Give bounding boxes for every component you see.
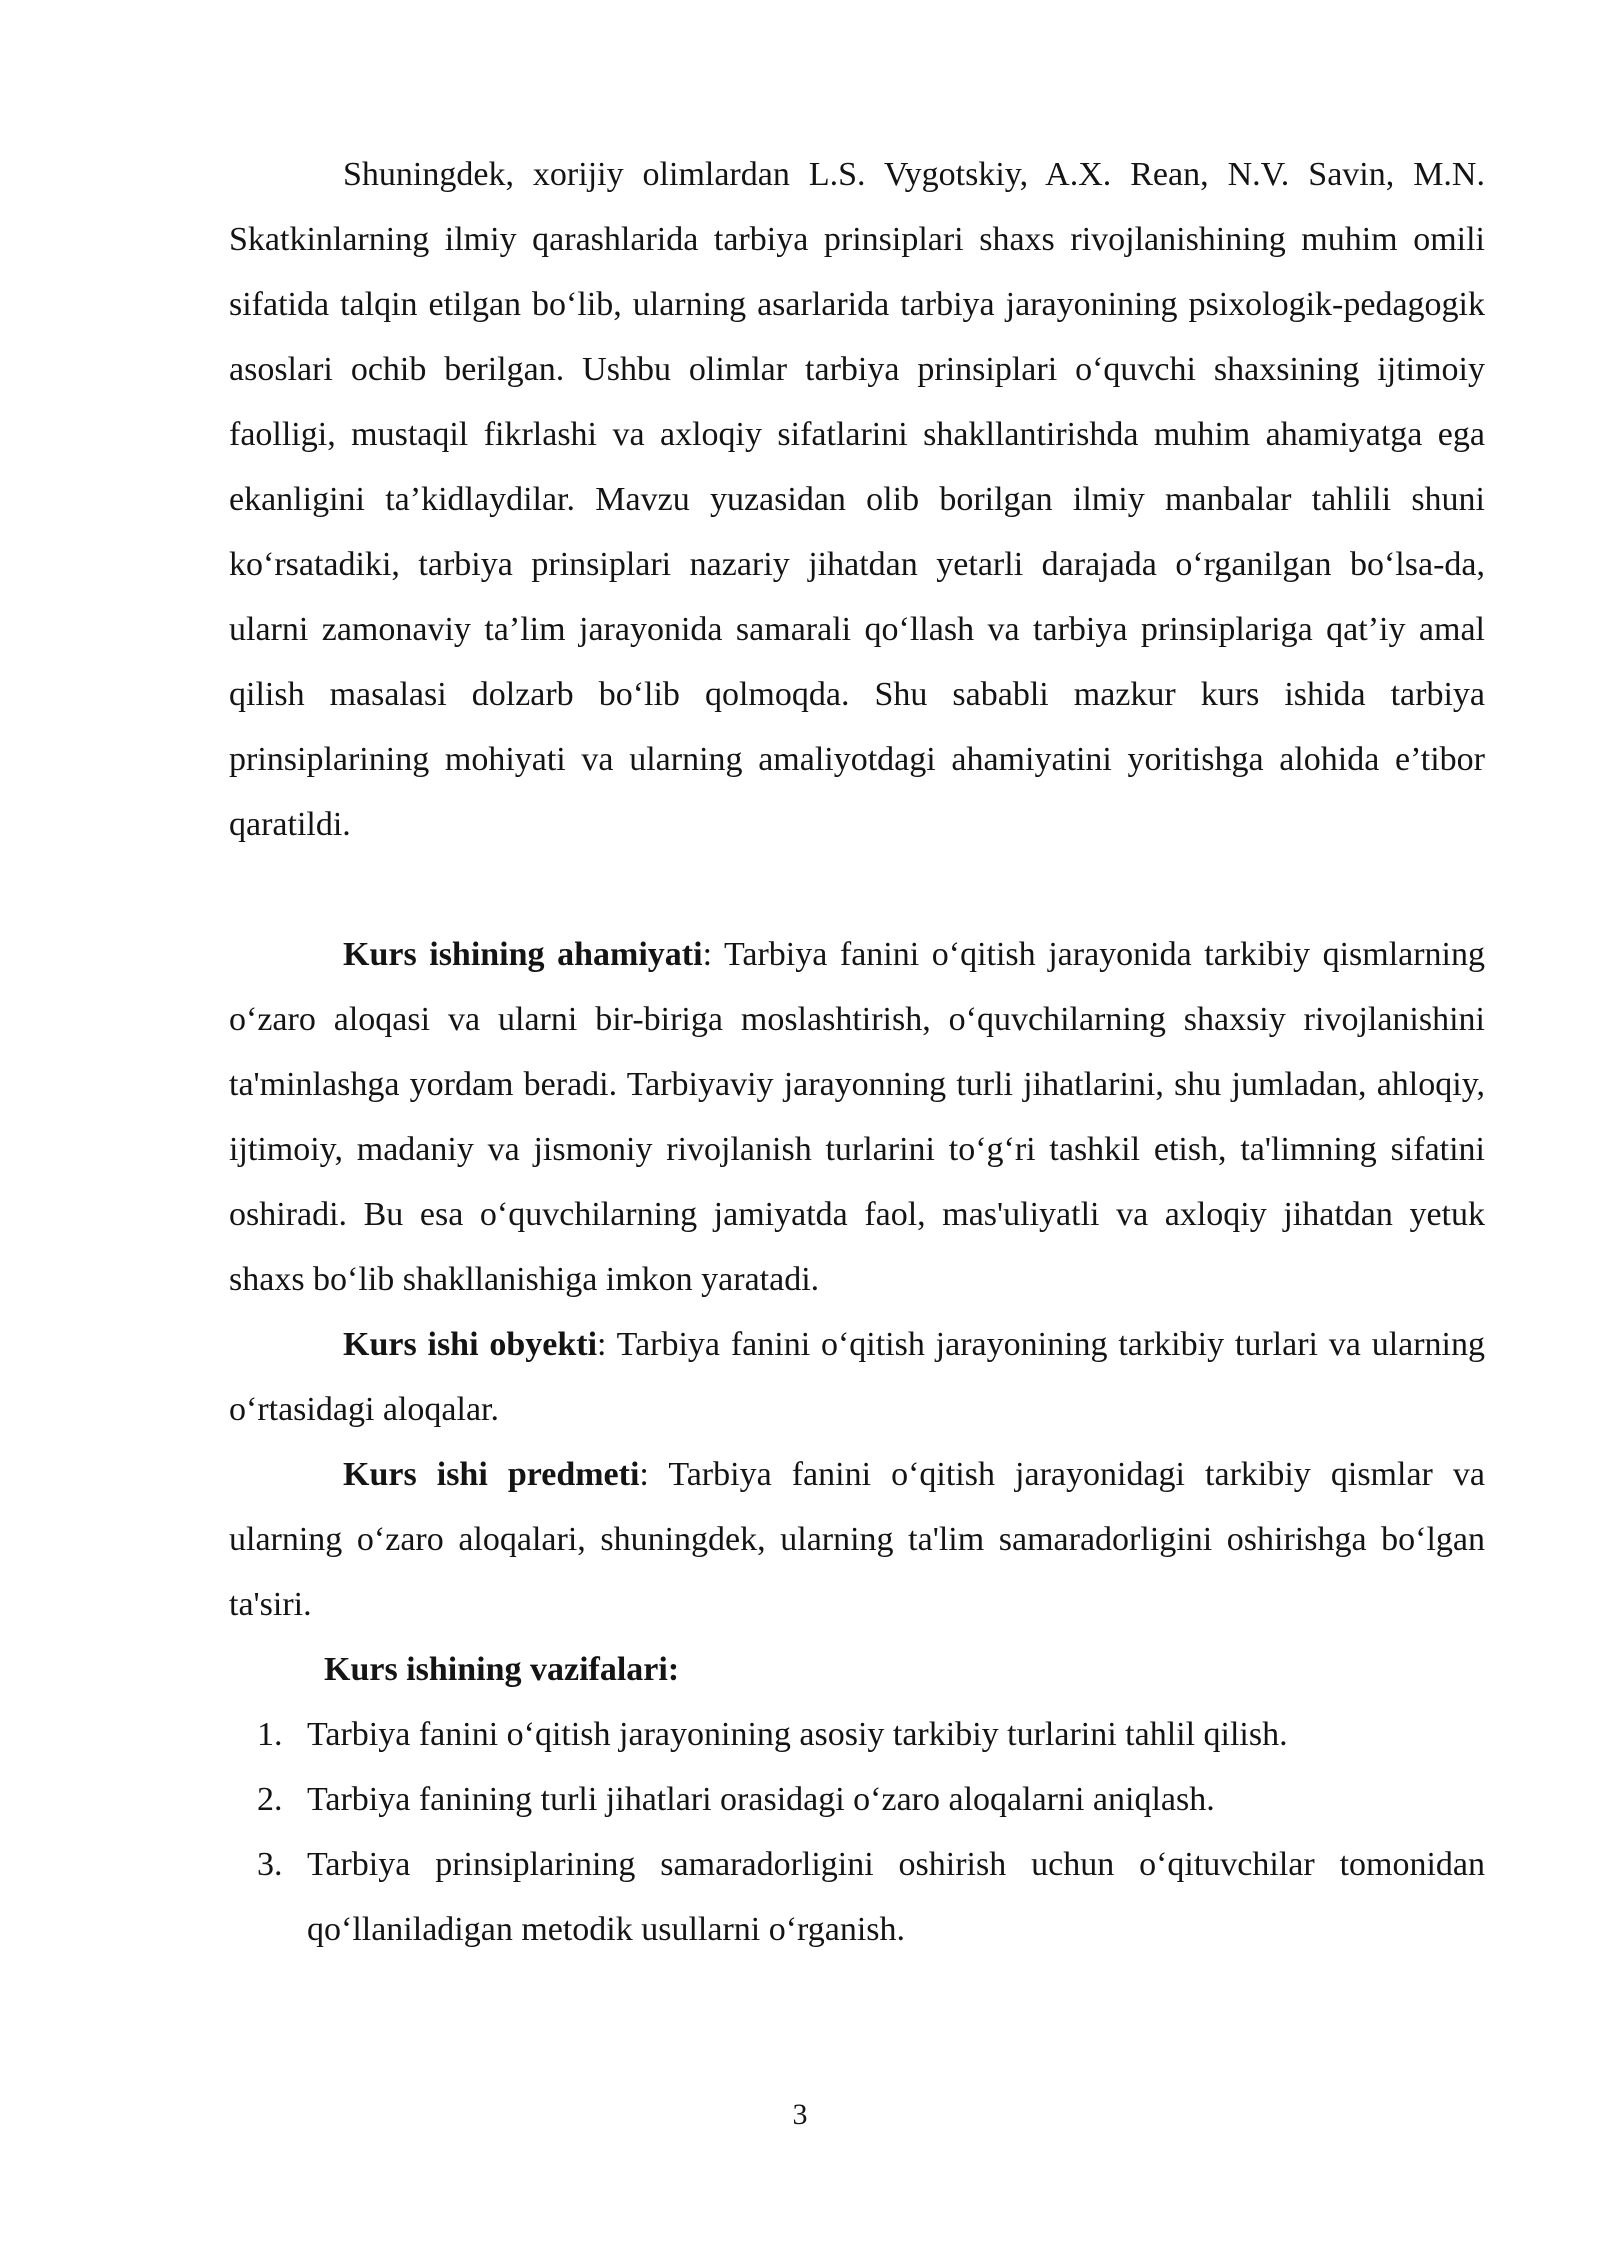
paragraph-object bbox=[229, 1312, 1485, 1442]
object-label: Kurs ishi obyekti bbox=[343, 1326, 598, 1363]
list-item-text: Tarbiya prinsiplarining samaradorligini oshirish uchun o‘qituvchilar tomonidan qo‘llaniladigan metodik usullarni o‘rganish. bbox=[307, 1846, 1485, 1948]
paragraph-foreign-scholars: Shuningdek, xorijiy olimlardan L.S. Vygotskiy, A.X. Rean, N.V. Savin, M.N. Skatkinlarning ilmiy qarashlarida tarbiya prinsiplari shaxs rivojlanishining muhim omili sifatida talqin etilgan bo‘lib, ularning asarlarida tarbiya jarayonining psixologik-pedagogik asoslari ochib berilgan. Ushbu olimlar tarbiya prinsiplari o‘quvchi shaxsining ijtimoiy faolligi, mustaqil fikrlashi va axloqiy sifatlarini shakllantirishda muhim ahamiyatga ega ekanligini ta’kidlaydilar. Mavzu yuzasidan olib borilgan ilmiy manbalar tahlili shuni ko‘rsatadiki, tarbiya prinsiplari nazariy jihatdan yetarli darajada o‘rganilgan bo‘lsa-da, ularni zamonaviy ta’lim jarayonida samarali qo‘llash va tarbiya prinsiplariga qat’iy amal qilish masalasi dolzarb bo‘lib qolmoqda. Shu sababli mazkur kurs ishida tarbiya prinsiplarining mohiyati va ularning amaliyotdagi ahamiyatini yoritishga alohida e’tibor qaratildi. bbox=[229, 156, 1485, 843]
paragraph-subject bbox=[229, 1442, 1485, 1637]
page-body bbox=[229, 142, 1485, 1962]
object-text: : Tarbiya fanini o‘qitish jarayonining tarkibiy turlari va ularning o‘rtasidagi aloqalar. bbox=[229, 1326, 1485, 1428]
list-item bbox=[229, 1767, 1485, 1832]
list-item bbox=[229, 1832, 1485, 1962]
list-item-number: 3. bbox=[257, 1846, 283, 1883]
tasks-list bbox=[229, 1702, 1485, 1962]
significance-label: Kurs ishining ahamiyati bbox=[343, 936, 703, 973]
significance-text: : Tarbiya fanini o‘qitish jarayonida tarkibiy qismlarning o‘zaro aloqasi va ularni bir-biriga moslashtirish, o‘quvchilarning shaxsiy rivojlanishini ta'minlashga yordam beradi. Tarbiyaviy jarayonning turli jihatlarini, shu jumladan, ahloqiy, ijtimoiy, madaniy va jismoniy rivojlanish turlarini to‘g‘ri tashkil etish, ta'limning sifatini oshiradi. Bu esa o‘quvchilarning jamiyatda faol, mas'uliyatli va axloqiy jihatdan yetuk shaxs bo‘lib shakllanishiga imkon yaratadi. bbox=[229, 936, 1486, 1298]
page-number: 3 bbox=[792, 2098, 808, 2131]
list-item bbox=[229, 1702, 1485, 1767]
paragraph-significance bbox=[229, 922, 1485, 1312]
subject-text: : Tarbiya fanini o‘qitish jarayonidagi tarkibiy qismlar va ularning o‘zaro aloqalari, shuningdek, ularning ta'lim samaradorligini oshirishga bo‘lgan ta'siri. bbox=[229, 1456, 1486, 1623]
list-item-text: Tarbiya fanini o‘qitish jarayonining asosiy tarkibiy turlarini tahlil qilish. bbox=[307, 1716, 1288, 1753]
subject-label: Kurs ishi predmeti bbox=[343, 1456, 640, 1493]
list-item-number: 2. bbox=[257, 1781, 283, 1818]
list-item-text: Tarbiya fanining turli jihatlari orasidagi o‘zaro aloqalarni aniqlash. bbox=[307, 1781, 1215, 1818]
tasks-heading: Kurs ishining vazifalari: bbox=[324, 1651, 680, 1688]
list-item-number: 1. bbox=[257, 1716, 283, 1753]
